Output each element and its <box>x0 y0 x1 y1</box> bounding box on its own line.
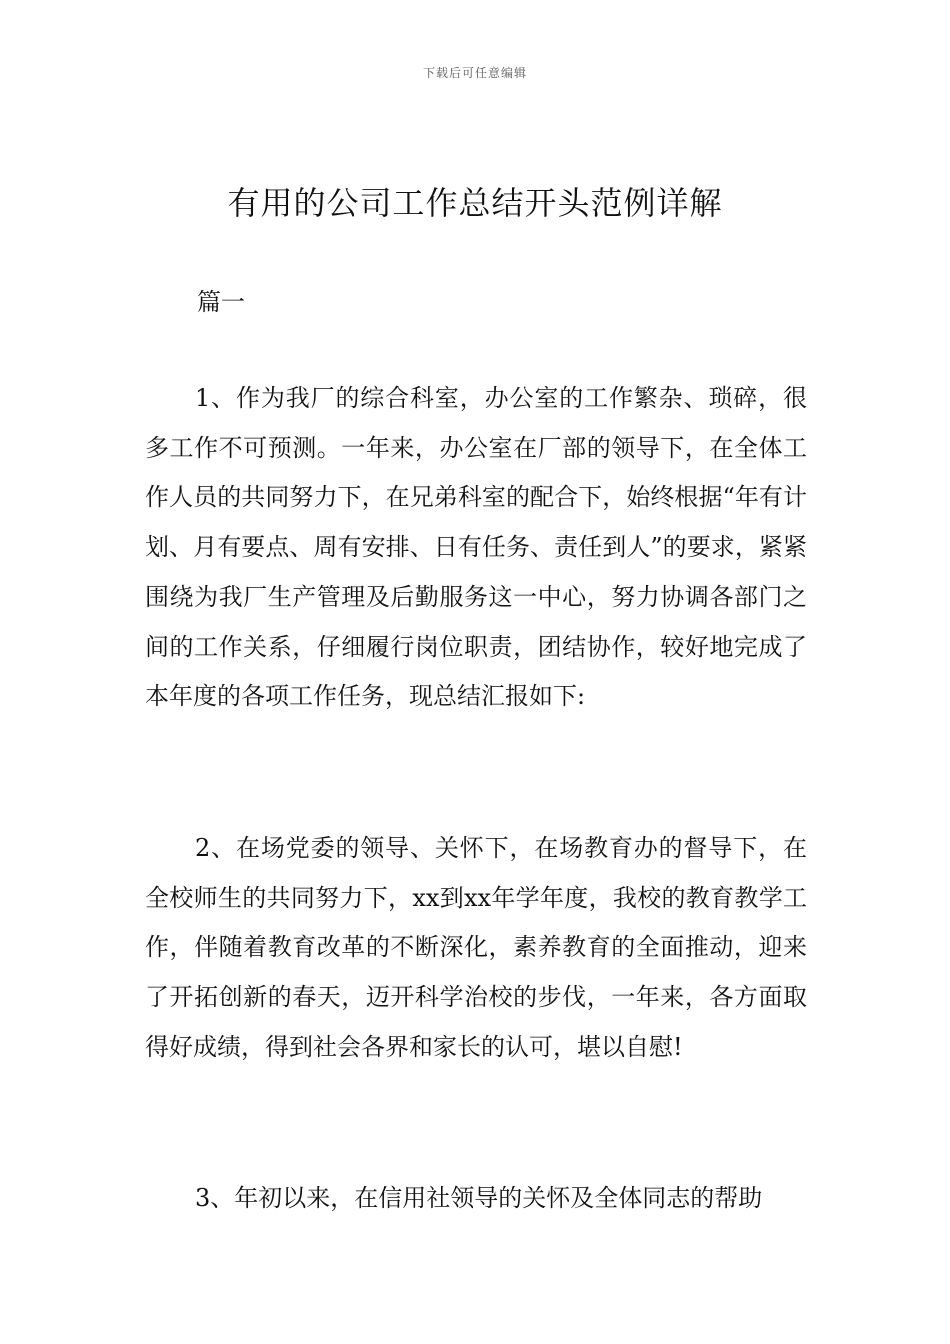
header-note: 下载后可任意编辑 <box>422 66 527 80</box>
paragraph-2: 2、在场党委的领导、关怀下，在场教育办的督导下，在全校师生的共同努力下，xx到xx年学年度，我校的教育教学工作，伴随着教育改革的不断深化，素养教育的全面推动，迎来了开拓创新的春天，迈开科学治校的步伐，一年来，各方面取得好成绩，得到社会各界和家长的认可，堪以自慰! <box>145 834 807 1061</box>
paragraph-1: 1、作为我厂的综合科室，办公室的工作繁杂、琐碎，很多工作不可预测。一年来，办公室在厂部的领导下，在全体工作人员的共同努力下，在兄弟科室的配合下，始终根据“年有计划、月有要点、周有安排、日有任务、责任到人”的要求，紧紧围绕为我厂生产管理及后勤服务这一中心，努力协调各部门之间的工作关系，仔细履行岗位职责，团结协作，较好地完成了本年度的各项工作任务，现总结汇报如下: <box>145 384 807 711</box>
paragraph-3: 3、年初以来，在信用社领导的关怀及全体同志的帮助 <box>195 1184 763 1212</box>
section-heading: 篇一 <box>197 288 245 316</box>
document-title: 有用的公司工作总结开头范例详解 <box>227 184 723 222</box>
